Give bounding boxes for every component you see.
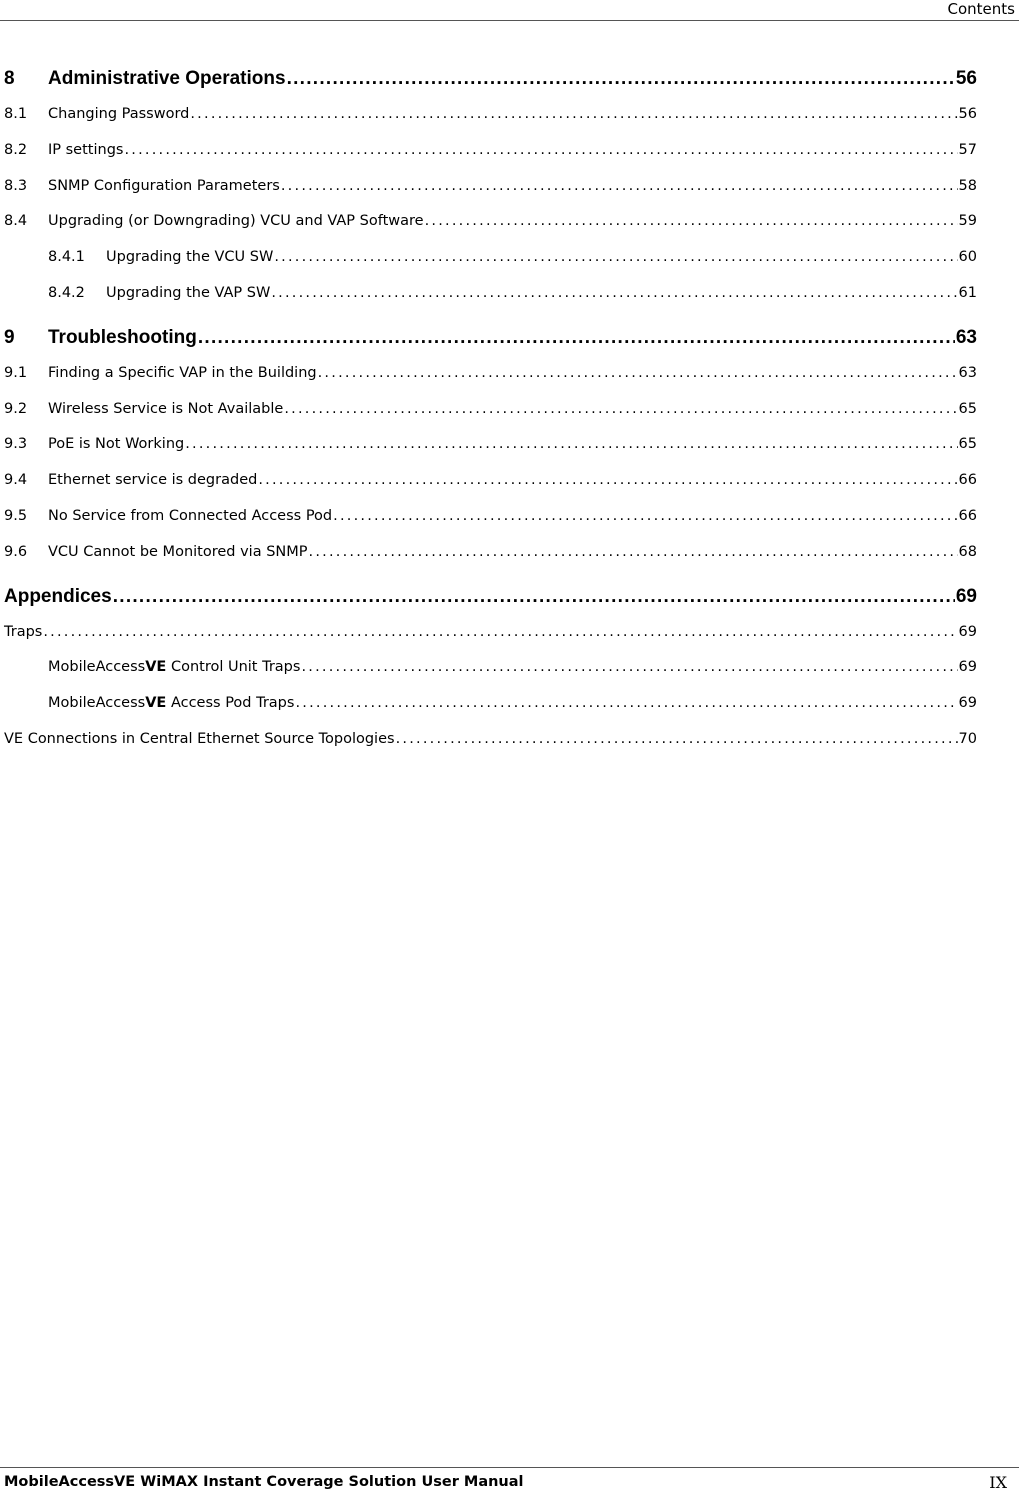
toc-leader	[185, 436, 957, 452]
toc-number: 9.2	[4, 400, 28, 417]
toc-number: 9.5	[4, 507, 28, 524]
toc-title: Administrative Operations	[48, 68, 286, 89]
toc-leader	[198, 327, 955, 349]
toc-leader	[301, 659, 957, 675]
toc-control-unit-traps[interactable]	[4, 659, 977, 695]
toc-ve-connections[interactable]	[4, 731, 977, 767]
toc-section-9-6[interactable]	[4, 544, 977, 580]
toc-title-prefix: MobileAccess	[48, 659, 146, 676]
toc-leader	[318, 365, 958, 381]
toc-number: 8.4.1	[48, 249, 85, 266]
toc-leader	[287, 68, 955, 90]
toc-page: 56	[955, 68, 977, 89]
footer-title: MobileAccessVE WiMAX Instant Coverage Solution User Manual	[4, 1474, 524, 1490]
toc-leader	[43, 624, 957, 640]
toc-title: Troubleshooting	[48, 326, 197, 348]
toc-page: 57	[958, 141, 977, 158]
header-title: Contents	[947, 0, 1015, 18]
toc-page: 63	[958, 364, 977, 381]
toc-leader	[333, 508, 957, 524]
toc-leader	[271, 285, 957, 301]
toc-section-9-1[interactable]	[4, 365, 977, 401]
toc-page: 70	[958, 730, 977, 747]
toc-title: PoE is Not Working	[48, 436, 185, 453]
toc-title-bold: VE	[145, 695, 167, 712]
footer-page-number: IX	[989, 1473, 1007, 1492]
toc-section-8-3[interactable]	[4, 178, 977, 214]
toc-section-8-1[interactable]	[4, 106, 977, 142]
toc-title: VCU Cannot be Monitored via SNMP	[48, 543, 308, 560]
toc-page: 66	[958, 472, 977, 489]
toc-page: 68	[958, 543, 977, 560]
toc-access-pod-traps[interactable]	[4, 695, 977, 731]
toc-title: Access Pod Traps	[166, 695, 295, 712]
toc-page: 63	[955, 326, 977, 348]
toc-title: SNMP Configuration Parameters	[48, 177, 280, 194]
toc-traps[interactable]	[4, 624, 977, 660]
toc-title-bold: VE	[145, 659, 167, 676]
toc-title: Control Unit Traps	[166, 659, 301, 676]
toc-leader	[425, 213, 958, 229]
toc-section-9-5[interactable]	[4, 508, 977, 544]
toc-page: 59	[958, 213, 977, 230]
toc-page: 69	[955, 585, 977, 607]
toc-title: Traps	[4, 623, 43, 640]
toc-page: 65	[958, 400, 977, 417]
toc-leader	[190, 106, 957, 122]
toc-section-9-2[interactable]	[4, 401, 977, 437]
toc-number: 8.1	[4, 106, 28, 122]
toc-section-9-4[interactable]	[4, 472, 977, 508]
toc-page: 60	[958, 249, 977, 266]
toc-title: Finding a Specific VAP in the Building	[48, 364, 317, 381]
toc-chapter-9[interactable]	[4, 327, 977, 365]
toc-leader	[295, 695, 957, 711]
page-footer	[0, 1467, 1019, 1496]
toc-section-8-4-2[interactable]	[4, 285, 977, 321]
toc-number: 8.4	[4, 213, 28, 230]
toc-section-8-4[interactable]	[4, 213, 977, 249]
toc-page: 58	[958, 177, 977, 194]
toc-title: Changing Password	[48, 106, 190, 122]
toc-leader	[309, 544, 958, 560]
toc-number: 9.3	[4, 436, 28, 453]
toc-leader	[396, 731, 958, 747]
toc-page: 66	[958, 507, 977, 524]
toc-page: 61	[958, 284, 977, 301]
toc-number: 9	[4, 326, 15, 348]
toc-title: IP settings	[48, 141, 124, 158]
toc-number: 9.6	[4, 543, 28, 560]
table-of-contents	[4, 64, 977, 767]
toc-leader	[124, 142, 957, 158]
toc-title: Upgrading the VCU SW	[106, 249, 274, 266]
toc-title: Ethernet service is degraded	[48, 472, 258, 489]
toc-section-9-3[interactable]	[4, 436, 977, 472]
toc-page: 65	[958, 436, 977, 453]
toc-number: 8.3	[4, 177, 28, 194]
toc-section-8-2[interactable]	[4, 142, 977, 178]
toc-page: 69	[958, 623, 977, 640]
toc-title-prefix: MobileAccess	[48, 695, 146, 712]
toc-section-8-4-1[interactable]	[4, 249, 977, 285]
toc-appendices[interactable]	[4, 586, 977, 624]
toc-leader	[274, 249, 957, 265]
toc-title: VE Connections in Central Ethernet Source Topologies	[4, 730, 395, 747]
toc-title: Wireless Service is Not Available	[48, 400, 284, 417]
toc-title: Upgrading (or Downgrading) VCU and VAP Software	[48, 213, 424, 230]
toc-title: Appendices	[4, 585, 112, 607]
toc-leader	[281, 178, 958, 194]
toc-number: 9.1	[4, 364, 28, 381]
toc-number: 8.4.2	[48, 284, 85, 301]
toc-number: 9.4	[4, 472, 28, 489]
toc-number: 8	[4, 68, 15, 89]
toc-page: 69	[958, 695, 977, 712]
toc-leader	[258, 472, 957, 488]
toc-page: 56	[958, 106, 977, 122]
toc-chapter-8[interactable]	[4, 68, 977, 106]
toc-page: 69	[958, 659, 977, 676]
toc-leader	[284, 401, 957, 417]
toc-number: 8.2	[4, 141, 28, 158]
toc-title: No Service from Connected Access Pod	[48, 507, 333, 524]
page-header	[0, 0, 1019, 21]
toc-title: Upgrading the VAP SW	[106, 284, 271, 301]
toc-leader	[113, 586, 955, 608]
